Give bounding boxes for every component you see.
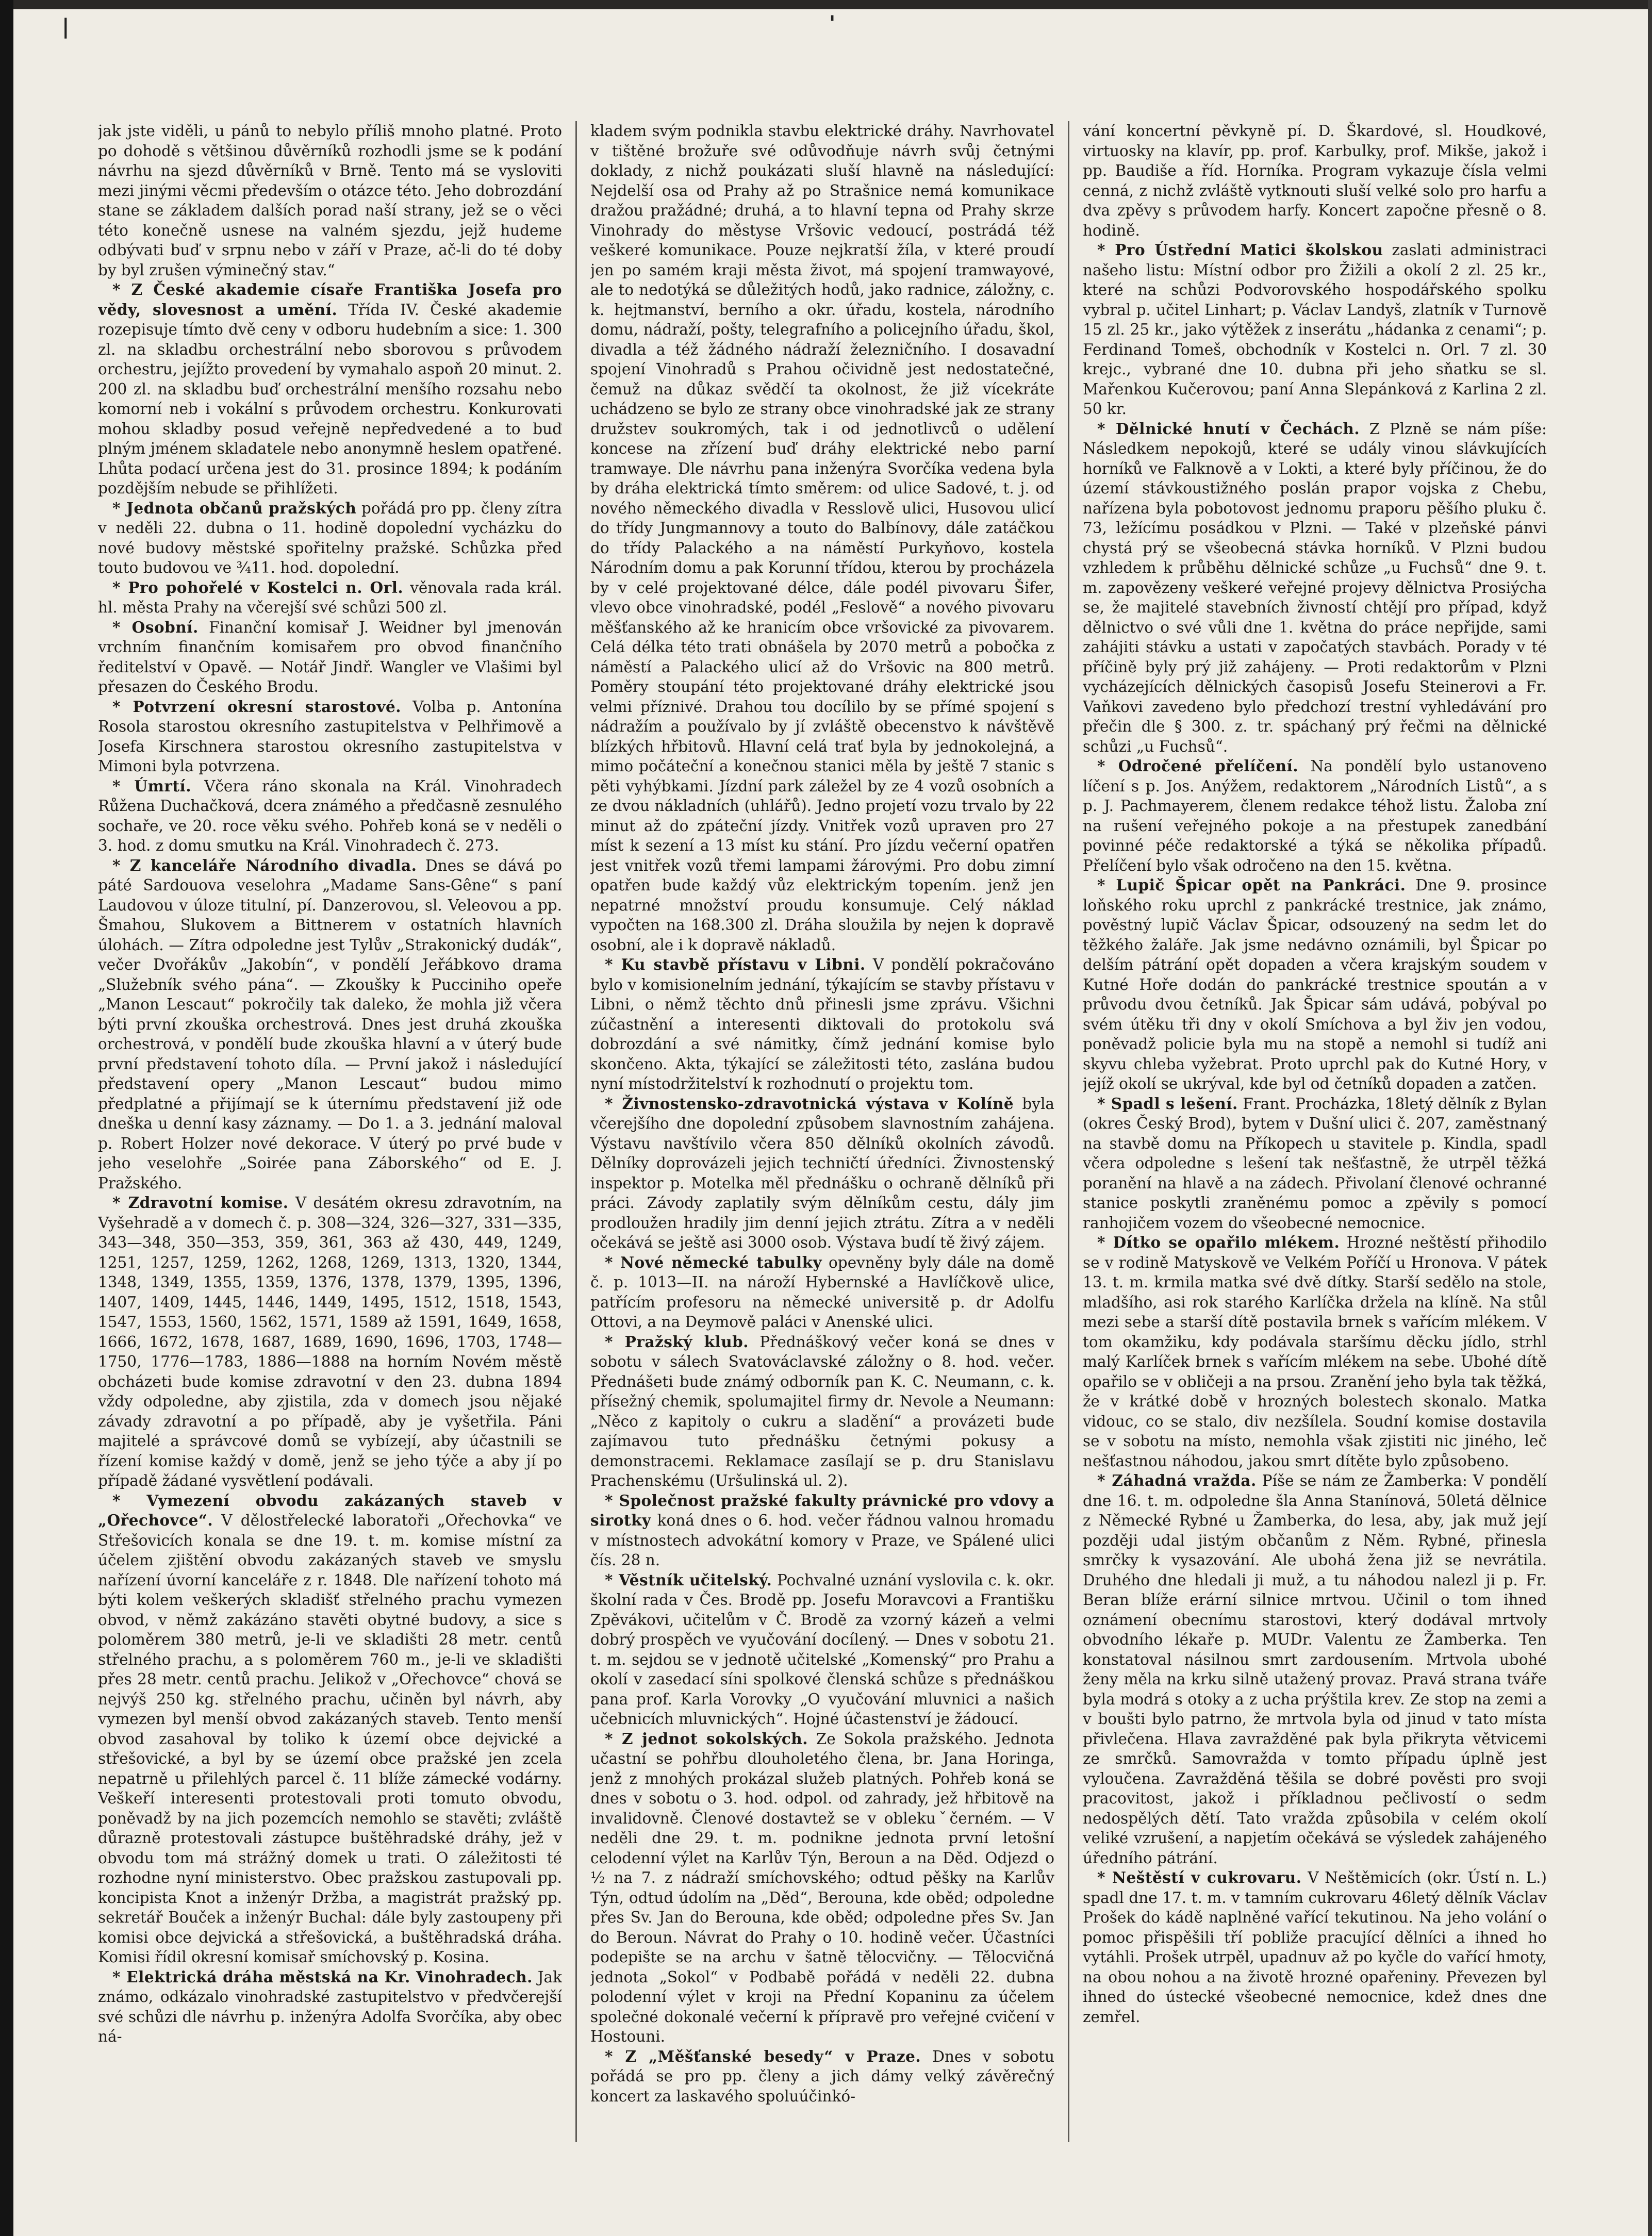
- article-heading: * Z „Měšťanské besedy“ v Praze.: [605, 2047, 921, 2065]
- article-paragraph: [590, 2047, 1054, 2107]
- article-text: Frant. Procházka, 18letý dělník z Bylan (okres Český Brod), bytem v Dušní ulici č. 207, zaměstnaný na stavbě domu na Příkopech u stavitele p. Kindla, spadl včera odpoledne s lešení tak nešťastně, že utrpěl těžká poranění na hlavě a na zádech. Přivolaní členové ochranné stanice poskytli zraněnému pomoc a zpěvily s pomocí ranhojičem vozem do všeobecné nemocnice.: [1083, 1095, 1547, 1232]
- article-heading: * Dělnické hnutí v Čechách.: [1097, 419, 1360, 438]
- article-heading: * Vymezení obvodu zakázaných staveb v „Ořechovce“.: [98, 1491, 562, 1529]
- article-paragraph: [98, 776, 562, 856]
- article-paragraph: [1083, 419, 1547, 757]
- article-heading: * Z jednot sokolských.: [605, 1729, 808, 1748]
- article-paragraph: [98, 578, 562, 618]
- article-heading: * Neštěstí v cukrovaru.: [1097, 1868, 1302, 1886]
- article-text: Volba p. Antonína Rosola starostou okresního zastupitelstva v Pelhřimově a Josefa Kirschnera starostou okresního zastupitelstva v Mimoni byla potvrzena.: [98, 698, 562, 775]
- article-paragraph: [98, 1193, 562, 1491]
- article-text: Přednáškový večer koná se dnes v sobotu v sálech Svatováclavské záložny o 8. hod. večer. Přednášeti bude známý odborník pan K. C. Neumann, c. k. přísežný chemik, spolumajitel firmy dr. Nevole a Neumann: „Něco z kapitoly o cukru a sladění“ a provázeti bude zajímavou tuto přednášku četnými pokusy a demonstracemi. Reklamace zasílají se p. dru Stanislavu Prachenskému (Uršulinská ul. 2).: [590, 1333, 1054, 1489]
- article-paragraph: [590, 1332, 1054, 1491]
- article-paragraph: [98, 1491, 562, 1967]
- article-text: V desátém okresu zdravotním, na Vyšehradě a v domech č. p. 308—324, 326—327, 331—335, 343—348, 350—353, 359, 361, 363 až 430, 449, 1249, 1251, 1257, 1259, 1262, 1268, 1269, 1313, 1320, 1344, 1348, 1349, 1355, 1359, 1376, 1378, 1379, 1395, 1396, 1407, 1409, 1445, 1446, 1449, 1495, 1512, 1518, 1543, 1547, 1553, 1560, 1562, 1571, 1589 až 1591, 1649, 1658, 1666, 1672, 1678, 1687, 1689, 1690, 1696, 1703, 1748—1750, 1776—1783, 1886—1888 na horním Novém městě obcházeti bude komise zdravotní v den 23. dubna 1894 vždy odpoledne, aby zjistila, zda v domech jsou nějaké závady zdravotní a po případě, aby je vyšetřila. Páni majitelé a správcové domů se vybízejí, aby účastnili se řízení komise každý v domě, jenž se jeho týče a aby jí po případě žádané vysvětlení podávali.: [98, 1194, 562, 1489]
- article-paragraph: [98, 1967, 562, 2047]
- article-paragraph: [1083, 121, 1547, 240]
- article-heading: * Nové německé tabulky: [605, 1253, 822, 1271]
- article-paragraph: [1083, 1868, 1547, 2027]
- article-text: Jak známo, odkázalo vinohradské zastupitelstvo v předvčerejší své schůzi dle návrhu p. inženýra Adolfa Svorčíka, aby obec ná-: [98, 1968, 562, 2045]
- article-heading: * Záhadná vražda.: [1097, 1471, 1257, 1489]
- article-text: Pochvalné uznání vyslovila c. k. okr. školní rada v Čes. Brodě pp. Josefu Moravcovi a Františku Zpěvákovi, učitelům v Č. Brodě za vzorný kázeň a velmi dobrý prospěch ve vyučování docílený. — Dnes v sobotu 21. t. m. sejdou se v jednotě učitelské „Komenský“ pro Prahu a okolí v zasedací síni spolkové členská schůze s přednáškou pana prof. Karla Vorovky „O vyučování mluvnici a našich učebnicích mluvnických“. Hojné účastenství je žádoucí.: [590, 1571, 1054, 1728]
- article-paragraph: [1083, 1471, 1547, 1868]
- article-heading: * Pro Ústřední Matici školskou: [1097, 241, 1383, 259]
- article-heading: * Pražský klub.: [605, 1332, 749, 1351]
- article-text: Včera ráno skonala na Král. Vinohradech Růžena Duchačková, dcera známého a předčasně zesnulého sochaře, ve 20. roce věku svého. Pohřeb koná se v neděli o 3. hod. z domu smutku na Král. Vinohradech č. 273.: [98, 777, 562, 854]
- article-heading: * Spadl s lešení.: [1097, 1094, 1238, 1113]
- article-heading: * Potvrzení okresní starostové.: [112, 697, 402, 716]
- article-heading: * Z České akademie císaře Františka Josefa pro vědy, slovesnost a umění.: [98, 280, 562, 319]
- article-text: koná dnes o 6. hod. večer řádnou valnou hromadu v místnostech advokátní komory v Praze, ve Spálené ulici čís. 28 n.: [590, 1512, 1054, 1569]
- article-heading: * Pro pohořelé v Kostelci n. Orl.: [112, 578, 404, 597]
- article-text: kladem svým podnikla stavbu elektrické dráhy. Navrhovatel v tištěné brožuře své odůvodňuje návrh svůj četnými doklady, z nichž poukázati sluší hlavně na následující: Nejdelší osa od Prahy až po Strašnice nemá komunikace dražou pražádné; druhá, a to hlavní tepna od Prahy skrze Vinohrady do městyse Vršovic vedoucí, postrádá též veškeré komunikace. Pouze nejkratší žíla, v které proudí jen po samém kraji města život, má spojení tramwayové, ale to nedotýká se důležitých hodů, jako radnice, záložny, c. k. hejtmanství, berního a okr. úřadu, kostela, národního domu, nádraží, pošty, telegrafního a policejního úřadu, škol, divadla a též žádného nádraží železničního. I dosavadní spojení Vinohradů s Prahou očividně jest nedostatečné, čemuž na důkaz svědčí ta okolnost, že již vícekráte uchádzeno se bylo ze strany obce vinohradské jak ze strany družstev soukromých, tak i od jednotlivců o udělení koncese na zřízení buď dráhy elektrické nebo parní tramwaye. Dle návrhu pana inženýra Svorčíka vedena byla by dráha elektrická tímto směrem: od ulice Sadové, t. j. od nového německého divadla v Resslově ulici, Husovou ulicí do třídy Jungmannovy a touto do Balbínovy, dále zatáčkou do třídy Palackého a na náměstí Purkyňovo, kostela Národním domu a pak Korunní třídou, kterou by procházela by v celé projektované délce, dále podél pivovaru Šifer, vlevo obce vinohradské, podél „Feslově“ a nového pivovaru měšťanského až ke hranicím obce vršovické za pivovarem. Celá délka této trati obnášela by 2070 metrů a pobočka z náměstí a Palackého ulicí až do Vršovic na 800 metrů. Poměry stoupání této projektované dráhy elektrické jsou velmi příznivé. Drahou tou docílilo by se přímé spojení s nádražím a používalo by jí zvláště obecenstvo k návštěvě blízkých hřbitovů. Hlavní celá trať byla by jednokolejná, a mimo počáteční a konečnou stanici měla by ještě 7 stanic s pěti vyhýbkami. Jízdní park záležel by ze 4 vozů osobních a ze dvou nákladních (uhlářů). Jedno projetí vozu trvalo by 22 minut až do zpáteční jízdy. Vnitřek vozů upraven pro 27 míst k sezení a 13 míst ku stání. Pro jízdu večerní opatřen jest vnitřek vozů třemi lampami žárovými. Pro dobu zimní opatřen bude každý vůz elektrickým topením. jenž jen nepatrné množství proudu konsumuje. Celý náklad vypočten na 168.300 zl. Dráha sloužila by nejen k dopravě osobní, ale i k dopravě nákladů.: [590, 122, 1054, 954]
- article-paragraph: [1083, 875, 1547, 1094]
- scan-mark-left: |: [62, 14, 70, 39]
- article-paragraph: [590, 1094, 1054, 1253]
- article-text: Ze Sokola pražského. Jednota učastní se pohřbu dlouholetého člena, br. Jana Horinga, jenž z mnohých prokázal služeb platných. Pohřeb koná se dnes v sobotu o 3. hod. odpol. od zahrady, jež hřbitově na invalidovně. Členové dostavtež se v oblekuˇčerném. — V neděli dne 29. t. m. podnikne jednota první letošní celodenní výlet na Karlův Týn, Beroun a na Děd. Odjezd o ½ na 7. z nádraží smíchovského; odtud pěšky na Karlův Týn, odtud údolím na „Děd“, Berouna, kde oběd; odpoledne přes Sv. Jan do Berouna, kde oběd; odpoledne přes Sv. Jan do Beroun. Návrat do Prahy o 10. hodině večer. Účastníci podepište se na archu v šatně tělocvičny. — Tělocvičná jednota „Sokol“ v Podbabě pořádá v neděli 22. dubna polodenní výlet v kroji na Přední Kopaninu za účelem společné dokonalé večerní k přípravě pro veřejné cvičení v Hostouni.: [590, 1730, 1054, 2045]
- article-text: V pondělí pokračováno bylo v komisionelním jednání, týkajícím se stavby přístavu v Libni, o němž těchto dnů přinesli jsme zprávu. Všichni zúčastnění a interesenti diktovali do protokolu svá dobrozdání a své námitky, čímž jednání komise bylo skončeno. Akta, týkající se záležitosti této, zaslána budou nyní místodržitelství k rozhodnutí o projektu tom.: [590, 956, 1054, 1092]
- article-text: pořádá pro pp. členy zítra v neděli 22. dubna o 11. hodině dopolední vycházku do nové budovy městské spořitelny pražské. Schůzka před touto budovou ve ¾11. hod. dopolední.: [98, 499, 562, 576]
- article-paragraph: [98, 499, 562, 578]
- article-text: Z Plzně se nám píše: Následkem nepokojů, které se udály vinou slávkujících horníků ve Falknově a v Lokti, a které byly příčinou, že do území stávkoustižného poslán prapor vojska z Chebu, nařízena byla pobotovost jednomu praporu pěšího pluku č. 73, ležícímu posádkou v Plzni. — Také v plzeňské pánvi chystá prý se všeobecná stávka horníků. V Plzni budou vzhledem k průběhu dělnické schůze „u Fuchsů“ dne 9. t. m. zapovězeny veškeré veřejné projevy dělnictva Prosiýcha se, že majitelé stavebních živností chtějí pro případ, když dělnictvo o své vůli dne 1. května do práce nepřijde, sami zahájiti stávku a ustati v započatých stavbách. Porady v té příčině byly prý již zahájeny. — Proti redaktorům v Plzni vycházejících dělnických časopisů Josefu Steinerovi a Fr. Vaňkovi zavedeno bylo předchozí trestní vyhledávání pro přečin dle § 300. z. tr. spáchaný prý řečmi na dělnické schůzi „u Fuchsů“.: [1083, 420, 1547, 755]
- article-paragraph: [98, 121, 562, 280]
- article-paragraph: [1083, 1233, 1547, 1471]
- article-text: Píše se nám ze Žamberka: V pondělí dne 16. t. m. odpoledne šla Anna Stanínová, 50letá dělnice z Německé Rybné u Žamberka, do lesa, aby, jak muž její později udal jistým občanům z Něm. Rybné, přinesla smrčky k vysazování. Ale ubohá žena již se nevrátila. Druhého dne hledali ji muž, a tu náhodou nalezl ji p. Fr. Beran blíže erární silnice mrtvou. Učinil o tom ihned oznámení obecnímu starostovi, který dodával mrtvoly obvodního lékaře p. MUDr. Valentu ze Žamberka. Ten konstatoval násilnou smrt zardousením. Mrtvola ubohé ženy měla na krku silně utažený provaz. Pravá strana tváře byla modrá s otoky a z ucha prýštila krev. Ze stop na zemi a v boušti bylo patrno, že mrtvola byla od jinud v tato místa přivlečena. Hlava zavražděné pak byla přikryta větvicemi ze smrčků. Samovražda v tomto případu úplně jest vyloučena. Zavražděná těšila se dobré pověsti pro svoji pracovitost, jakož i příkladnou pečlivostí o sedm nedospělých dětí. Tato vražda způsobila v celém okolí veliké vzrušení, a napjetím očekává se výsledek zahájeného úředního pátrání.: [1083, 1472, 1547, 1867]
- article-text: Dnes v sobotu pořádá se pro pp. členy a jich dámy velký závěrečný koncert za laskavého spoluúčinkó-: [590, 2047, 1054, 2105]
- article-text: V Neštěmicích (okr. Ústí n. L.) spadl dne 17. t. m. v tamním cukrovaru 46letý dělník Václav Prošek do kádě naplněné vařící tekutinou. Na jeho volání o pomoc přispěšili tří pobliže pracující dělníci a ihned ho vytáhli. Prošek utrpěl, upadnuv až po kyčle do vařící hmoty, na obou nohou a na životě hrozné opařeniny. Převezen byl ihned do ústecké všeobecné nemocnice, kdež dnes dne zemřel.: [1083, 1869, 1547, 2026]
- newspaper-page: [98, 121, 1547, 2142]
- article-heading: * Živnostensko-zdravotnická výstava v Kolíně: [605, 1094, 1014, 1113]
- article-text: Na pondělí bylo ustanoveno líčení s p. Jos. Anýžem, redaktorem „Národních Listů“, a s p. J. Pachmayerem, členem redakce téhož listu. Žaloba zní na rušení veřejného pokoje a na přestupek zanedbání povinné péče redaktorské a týká se několika případů. Přelíčení bylo však odročeno na den 15. května.: [1083, 757, 1547, 874]
- article-heading: * Společnost pražské fakulty právnické pro vdovy a sirotky: [590, 1491, 1054, 1529]
- article-paragraph: [98, 280, 562, 499]
- article-text: opevněny byly dále na domě č. p. 1013—II. na nároží Hybernské a Havlíčkově ulice, patřícím profesoru na německé universitě p. dr Adolfu Ottovi, a na Deymově paláci v Anenské ulici.: [590, 1253, 1054, 1331]
- article-paragraph: [590, 121, 1054, 955]
- article-text: Třída IV. České akademie rozepisuje tímto dvě ceny v odboru hudebním a sice: 1. 300 zl. na skladbu orchestrální nebo sborovou s průvodem orchestru, jejížto provedení by vymahalo aspoň 20 minut. 2. 200 zl. na skladbu buď orchestrální menšího rozsahu nebo komorní neb i vokální s průvodem orchestru. Konkurovati mohou skladby posud veřejně nepředvedené a to buď plným jménem skladatele nebo anonymně heslem opatřené. Lhůta podací určena jest do 31. prosince 1894; k podáním pozdějším nebude se přihlížeti.: [98, 301, 562, 497]
- article-heading: * Osobní.: [112, 618, 199, 636]
- article-paragraph: [590, 955, 1054, 1094]
- column-divider: [575, 121, 577, 2142]
- scan-mark-center: ': [829, 11, 836, 36]
- article-text: byla včerejšího dne dopolední způsobem slavnostním zahájena. Výstavu navštívilo včera 850 dělníků okolních závodů. Dělníky doprovázeli jejich techničtí úředníci. Živnostenský inspektor p. Motelka měl přednášku o ochraně dělníků při práci. Závody zaplatily svým dělníkům cestu, dály jim prodloužen hradily jim denní jejich ztrátu. Zítra a v neděli očekává se ještě asi 3000 osob. Výstava budí tě živý zájem.: [590, 1095, 1054, 1251]
- article-paragraph: [590, 1729, 1054, 2047]
- article-text: Dne 9. prosince loňského roku uprchl z pankrácké trestnice, jak známo, pověstný lupič Václav Špicar, odsouzený na sedm let do těžkého žaláře. Jak jsme nedávno oznámili, byl Špicar po delším pátrání opět dopaden a včera krajským soudem v Kutné Hoře dodán do pankrácké trestnice spoután a v průvodu dvou četníků. Jak Špicar sám udává, pobýval po svém útěku tři dny v okolí Smíchova a byl živ jen vodou, poněvadž policie byla mu na stopě a nemohl si tudíž ani skyvu chleba vyžebrat. Proto uprchl pak do Kutné Hory, v jejíž okolí se ukrýval, kde byl od četníků dopaden a zatčen.: [1083, 876, 1547, 1092]
- article-paragraph: [1083, 756, 1547, 875]
- article-text: Dnes se dává po páté Sardouova veselohra „Madame Sans-Gêne“ s paní Laudovou v úloze titulní, pí. Danzerovou, sl. Veleovou a pp. Šmahou, Slukovem a Bittnerem v ostatních hlavních úlohách. — Zítra odpoledne jest Tylův „Strakonický dudák“, večer Dvořákův „Jakobín“, v pondělí Jeřábkovo drama „Služebník svého pána“. — Zkoušky k Pucciniho opeře „Manon Lescaut“ pokročily tak daleko, že mohla již včera býti první zkouška orchestrová. Dnes jest druhá zkouška orchestrová, v pondělí bude zkouška hlavní a v úterý bude první představení tohoto díla. — První jakož i následující představení opery „Manon Lescaut“ budou mimo předplatné a přijímají se k úternímu představení již ode dneška u denní kasy záznamy. — Do 1. a 3. jednání maloval p. Robert Holzer nové dekorace. V úterý po prvé bude v jeho veselohře „Soirée pana Záborského“ od E. J. Pražského.: [98, 856, 562, 1192]
- article-heading: * Elektrická dráha městská na Kr. Vinohradech.: [112, 1967, 533, 1986]
- article-text: Hrozné neštěstí přihodilo se v rodině Matyskově ve Velkém Poříčí u Hronova. V pátek 13. t. m. krmila matka své dvě dítky. Starší sedělo na stole, mladšího, asi rok starého Karlíčka držela na klíně. Na stůl mezi sebe a starší dítě postavila brnek s vařícím mlékem. V tom okamžiku, kdy podávala staršímu děcku jídlo, strhl malý Karlíček brnek s vařícím mlékem na sebe. Ubohé dítě opařilo se v obličeji a na prsou. Zranění jeho byla tak těžká, že v krátké době v hrozných bolestech skonalo. Matka vidouc, co se stalo, div nezšílela. Soudní komise dostavila se v sobotu na místo, nemohla však zjistiti nic jiného, leč nešťastnou náhodou, jakou smrt dítěte bylo způsobeno.: [1083, 1234, 1547, 1470]
- article-paragraph: [1083, 1094, 1547, 1233]
- page-left-edge: [0, 0, 13, 2236]
- article-text: zaslati administraci našeho listu: Místní odbor pro Žižili a okolí 2 zl. 25 kr., které na schůzi Podvorovského hospodářského spolku vybral p. učitel Linhart; p. Václav Landyš, zlatník v Turnově 15 zl. 25 kr., jako výtěžek z inserátu „hádanka z cenami“; p. Ferdinand Tomeš, obchodník v Kostelci n. Orl. 7 zl. 30 krejc., vybrané dne 10. dubna při jeho sňatku se sl. Mařenkou Kučerovou; paní Anna Slepánková z Karlina 2 zl. 50 kr.: [1083, 241, 1547, 418]
- article-text: jak jste viděli, u pánů to nebylo příliš mnoho platné. Proto po dohodě s většinou důvěrníků rozhodli jsme se k podání návrhu na sjezd důvěrníků v Brně. Tento má se vysloviti mezi jinými věcmi především o otázce této. Jeho dobrozdání stane se základem dalších porad naší strany, jež se o věci této konečně usnese na valném sjezdu, jejž hudeme odbývati buď v srpnu nebo v září v Praze, ač-li do té doby by byl zrušen výminečný stav.“: [98, 122, 562, 279]
- column-divider: [1068, 121, 1069, 2142]
- article-heading: * Ku stavbě přístavu v Libni.: [605, 955, 866, 973]
- article-text: V dělostřelecké laboratoři „Ořechovka“ ve Střešovicích konala se dne 19. t. m. komise místní za účelem zjištění obvodu zakázaných staveb ve smyslu nařízení úvorní kanceláře z r. 1848. Dle nařízení tohoto má býti kolem veškerých skladišť střelného prachu vymezen obvod, v němž zakázáno stavěti obytné budovy, a sice s poloměrem 380 metrů, je-li ve skladišti 28 metr. centů střelného prachu, a s poloměrem 760 m., je-li ve skladišti přes 28 metr. centů prachu. Jelikož v „Ořechovce“ chová se nejvýš 250 kg. střelného prachu, učiněn byl návrh, aby vymezen byl menší obvod zakázaných staveb. Tento menší obvod zasahoval by toliko k území obce dejvické a střešovické, a byl by se území obce pražské jen zcela nepatrně u přilehlých parcel č. 11 blíže zámecké vodárny. Veškeří interesenti protestovali proti tomuto obvodu, poněvadž by na jich pozemcích nemohlo se stavěti; zvláště důrazně protestovali zástupce buštěhradské dráhy, jež v obvodu tom má strážný domek u trati. O záležitosti té rozhodne nyní ministerstvo. Obec pražskou zastupovali pp. koncipista Knot a inženýr Držba, a magistrát pražský pp. sekretář Bouček a inženýr Buchal: dále byly zastoupeny při komisi obce dejvická a střešovická, a buštěhradská dráha. Komisi řídil okresní komisař smíchovský p. Kosina.: [98, 1512, 562, 1966]
- article-paragraph: [98, 697, 562, 776]
- article-heading: * Úmrtí.: [112, 776, 191, 795]
- column-1: [98, 121, 562, 2142]
- article-paragraph: [1083, 240, 1547, 419]
- article-paragraph: [98, 856, 562, 1194]
- article-heading: * Zdravotní komise.: [112, 1194, 289, 1212]
- article-text: vání koncertní pěvkyně pí. D. Škardové, sl. Houdkové, virtuosky na klavír, pp. prof. Karbulky, prof. Mikše, jakož i pp. Baudiše a říd. Horníka. Program vykazuje čísla velmi cenná, z nichž zvláště vytknouti sluší velké solo pro harfu a dva zpěvy s průvodem harfy. Koncert započne přesně o 8. hodině.: [1083, 122, 1547, 239]
- page-right-edge: [1648, 0, 1652, 2236]
- article-text: Finanční komisař J. Weidner byl jmenován vrchním finančním komisařem pro obvod finančního ředitelství v Opavě. — Notář Jindř. Wangler ve Vlašimi byl přesazen do Českého Brodu.: [98, 618, 562, 695]
- article-heading: * Z kanceláře Národního divadla.: [112, 856, 417, 874]
- article-heading: * Dítko se opařilo mlékem.: [1097, 1233, 1340, 1251]
- article-heading: * Věstník učitelský.: [605, 1570, 772, 1589]
- page-top-edge: [0, 0, 1652, 9]
- article-paragraph: [590, 1253, 1054, 1332]
- article-heading: * Jednota občanů pražských: [112, 499, 357, 517]
- article-heading: * Odročené přelíčení.: [1097, 757, 1299, 775]
- column-3: [1083, 121, 1547, 2142]
- column-2: [590, 121, 1054, 2142]
- article-heading: * Lupič Špicar opět na Pankráci.: [1097, 876, 1406, 894]
- article-text: věnovala rada král. hl. města Prahy na včerejší své schůzi 500 zl.: [98, 578, 562, 616]
- article-paragraph: [590, 1491, 1054, 1570]
- article-paragraph: [98, 618, 562, 697]
- article-paragraph: [590, 1570, 1054, 1729]
